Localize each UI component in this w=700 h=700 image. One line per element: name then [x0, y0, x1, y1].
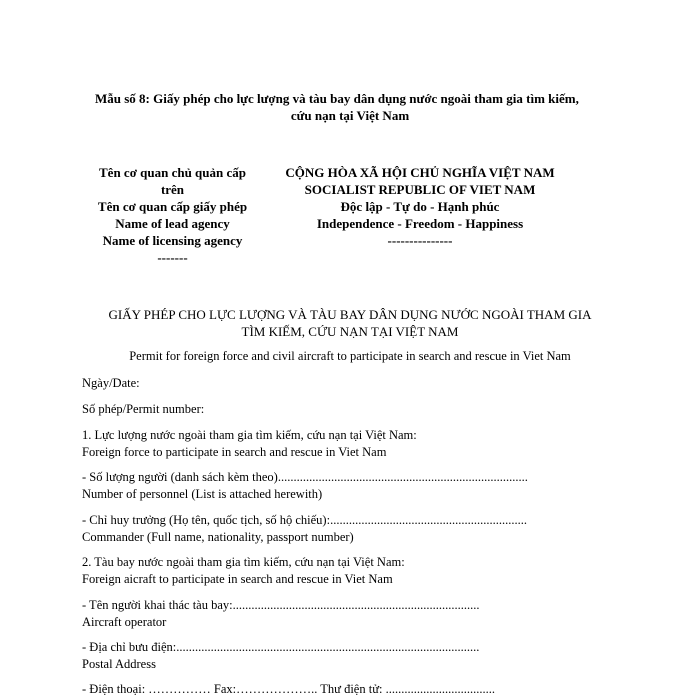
agency-line4: Name of lead agency	[115, 216, 230, 231]
address-field: - Địa chỉ bưu điện:.................................................................................................	[82, 640, 480, 654]
section2-heading-en: Foreign aicraft to participate in search and rescue in Viet Nam	[82, 572, 393, 586]
agency-divider: -------	[157, 250, 188, 265]
operator-label-en: Aircraft operator	[82, 615, 167, 629]
permit-title-english: Permit for foreign force and civil aircraft to participate in search and rescue in Viet Nam	[129, 349, 571, 363]
section1-heading-en: Foreign force to participate in search and rescue in Viet Nam	[82, 445, 387, 459]
agency-line2: trên	[160, 182, 185, 197]
section1-heading-vn: 1. Lực lượng nước ngoài tham gia tìm kiếm, cứu nạn tại Việt Nam:	[82, 428, 417, 442]
national-motto-en: Independence - Freedom - Happiness	[316, 216, 524, 231]
contact-field: - Điện thoại: …………… Fax:……………….. Thư điện tử: ...................................	[82, 682, 495, 696]
address-label-en: Postal Address	[82, 657, 156, 671]
agency-line3: Tên cơ quan cấp giấy phép	[97, 199, 248, 214]
section2-heading-vn: 2. Tàu bay nước ngoài tham gia tìm kiếm, cứu nạn tại Việt Nam:	[82, 555, 405, 569]
permit-title-line2: TÌM KIẾM, CỨU NẠN TẠI VIỆT NAM	[241, 324, 459, 339]
national-motto-vn: Độc lập - Tự do - Hạnh phúc	[340, 199, 500, 214]
personnel-label-en: Number of personnel (List is attached herewith)	[82, 487, 323, 501]
commander-label-en: Commander (Full name, nationality, passport number)	[82, 530, 354, 544]
permit-number-field: Số phép/Permit number:	[82, 402, 205, 416]
national-divider: ---------------	[387, 233, 453, 248]
personnel-field: - Số lượng người (danh sách kèm theo)................................................................................	[82, 470, 528, 484]
date-field: Ngày/Date:	[82, 376, 140, 390]
national-name-vn: CỘNG HÒA XÃ HỘI CHỦ NGHĨA VIỆT NAM	[285, 165, 555, 180]
operator-field: - Tên người khai thác tàu bay:...............................................................................	[82, 598, 480, 612]
agency-line5: Name of licensing agency	[102, 233, 243, 248]
form-title-line1: Mẫu số 8: Giấy phép cho lực lượng và tàu bay dân dụng nước ngoài tham gia tìm kiếm,	[95, 91, 579, 106]
form-title-line2: cứu nạn tại Việt Nam	[290, 108, 410, 123]
agency-line1: Tên cơ quan chủ quản cấp	[99, 165, 246, 180]
commander-field: - Chỉ huy trưởng (Họ tên, quốc tịch, số hộ chiếu):...............................................................	[82, 513, 527, 527]
permit-title-line1: GIẤY PHÉP CHO LỰC LƯỢNG VÀ TÀU BAY DÂN DỤNG NƯỚC NGOÀI THAM GIA	[108, 307, 592, 322]
national-name-en: SOCIALIST REPUBLIC OF VIET NAM	[304, 182, 536, 197]
